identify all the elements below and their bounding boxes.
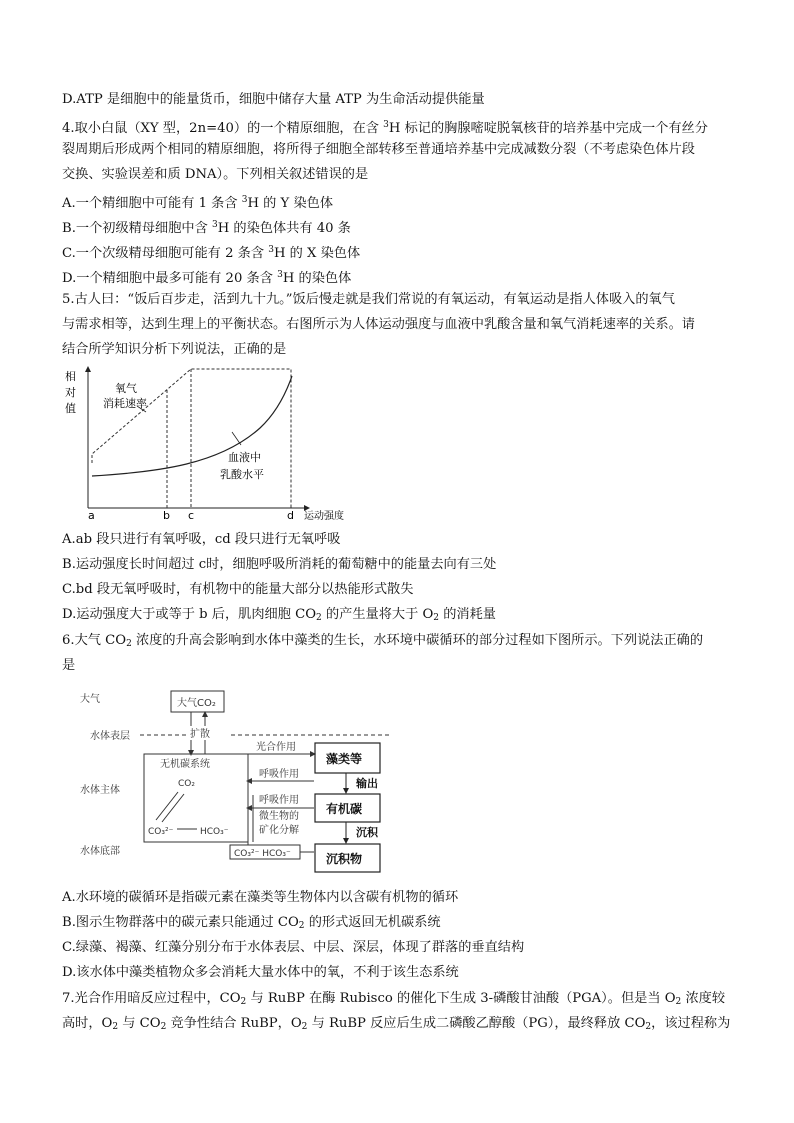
algae-organic-icon bbox=[343, 788, 349, 794]
q5-stem-line-1: 5.古人曰：“饭后百步走，活到九十九。”饭后慢走就是我们常说的有氧运动，有氧运动是指人体吸入的氧气 bbox=[62, 292, 675, 307]
q7-stem-line-1: 7.光合作用暗反应过程中，$CO_2$ 与 RuBP 在酶 Rubisco 的催化下生成 3-磷酸甘油酸（PGA）。但是当 $O_2$ 浓度较 bbox=[62, 991, 726, 1007]
inorganic-label: 无机碳系统 bbox=[160, 759, 210, 770]
respiration-1-label: 呼吸作用 bbox=[259, 769, 299, 780]
atmosphere-label: 大气 bbox=[80, 694, 100, 705]
tick-a: a bbox=[88, 509, 95, 521]
y-label-3: 值 bbox=[65, 402, 76, 415]
diffusion-label: 扩散 bbox=[190, 729, 210, 740]
sediment-label: 沉积物 bbox=[326, 852, 363, 866]
q6-option-a: A.水环境的碳循环是指碳元素在藻类等生物体内以含碳有机物的循环 bbox=[62, 890, 459, 905]
q5-exercise-graph bbox=[60, 366, 360, 521]
microbe-label-1: 微生物的 bbox=[259, 811, 299, 822]
organic-sediment-icon bbox=[343, 838, 349, 844]
q4-stem-line-3: 交换、实验误差和质 DNA）。下列相关叙述错误的是 bbox=[62, 167, 369, 182]
photosynthesis-label: 光合作用 bbox=[256, 742, 296, 753]
q4-stem-line-1: 4.取小白鼠（XY 型，2n=40）的一个精原细胞，在含 $^3$H 标记的胸腺嘧啶脱氧核苷的培养基中完成一个有丝分 bbox=[62, 120, 708, 136]
hco3-label: HCO₃⁻ bbox=[200, 827, 229, 837]
q4-stem-line-2: 裂周期后形成两个相同的精原细胞，将所得子细胞全部转移至普通培养基中完成减数分裂（不考虑染色体片段 bbox=[62, 142, 695, 157]
q6-stem-line-1: 6.大气 $CO_2$ 浓度的升高会影响到水体中藻类的生长，水环境中碳循环的部分过程如下图所示。下列说法正确的 bbox=[62, 633, 704, 649]
microbe-label-2: 矿化分解 bbox=[259, 825, 299, 836]
q5-option-c: C.bd 段无氧呼吸时，有机物中的能量大部分以热能形式散失 bbox=[62, 582, 414, 597]
tick-d: d bbox=[287, 509, 294, 521]
water-body-label: 水体主体 bbox=[80, 785, 120, 796]
q5-stem-line-3: 结合所学知识分析下列说法，正确的是 bbox=[62, 342, 287, 357]
atmosphere-co2-label: 大气CO₂ bbox=[177, 698, 216, 709]
q4-option-d: D.一个精细胞中最多可能有 20 条含 $^3$H 的染色体 bbox=[62, 270, 352, 286]
x-label: 运动强度 bbox=[304, 511, 344, 521]
y-label-2: 对 bbox=[65, 386, 76, 399]
tick-b: b bbox=[163, 509, 170, 521]
organic-label: 有机碳 bbox=[326, 802, 363, 816]
diffusion-down-icon bbox=[188, 750, 194, 756]
resp2-arrow-icon bbox=[246, 805, 252, 811]
respiration-2-label: 呼吸作用 bbox=[259, 795, 299, 806]
oxygen-label-2: 消耗速率 bbox=[103, 397, 147, 410]
q6-stem-line-2: 是 bbox=[62, 658, 76, 673]
co3-label: CO₃²⁻ bbox=[148, 827, 174, 837]
y-label-1: 相 bbox=[65, 370, 76, 383]
q5-stem-line-2: 与需求相等，达到生理上的平衡状态。右图所示为人体运动强度与血液中乳酸含量和氧气消耗速率的关系。请 bbox=[62, 317, 695, 332]
resp1-arrow-icon bbox=[246, 778, 252, 784]
water-bottom-label: 水体底部 bbox=[80, 846, 120, 857]
q6-option-b: B.图示生物群落中的碳元素只能通过 $CO_2$ 的形式返回无机碳系统 bbox=[62, 915, 441, 931]
q4-option-a: A.一个精细胞中可能有 1 条含 $^3$H 的 Y 染色体 bbox=[62, 195, 334, 211]
oxygen-label-1: 氧气 bbox=[115, 382, 137, 395]
tick-c: c bbox=[188, 509, 195, 521]
lactate-label-2: 乳酸水平 bbox=[220, 468, 264, 481]
q7-stem-line-2: 高时，$O_2$ 与 $CO_2$ 竞争性结合 RuBP，$O_2$ 与 RuBP 反应后生成二磷酸乙醇酸（PG），最终释放 $CO_2$，该过程称为 bbox=[62, 1016, 731, 1032]
y-axis-arrow-icon bbox=[85, 366, 91, 372]
q4-option-b: B.一个初级精母细胞中含 $^3$H 的染色体共有 40 条 bbox=[62, 220, 351, 236]
water-surface-label: 水体表层 bbox=[90, 731, 130, 742]
q4-option-c: C.一个次级精母细胞可能有 2 条含 $^3$H 的 X 染色体 bbox=[62, 245, 361, 261]
q6-option-c: C.绿藻、褐藻、红藻分别分布于水体表层、中层、深层，体现了群落的垂直结构 bbox=[62, 940, 525, 955]
q6-option-d: D.该水体中藻类植物众多会消耗大量水体中的氧，不利于该生态系统 bbox=[62, 965, 459, 980]
output-label: 输出 bbox=[356, 777, 378, 790]
q3-option-d: D.ATP 是细胞中的能量货币，细胞中储存大量 ATP 为生命活动提供能量 bbox=[62, 92, 485, 107]
co2-top-label: CO₂ bbox=[178, 779, 195, 789]
lactate-pointer bbox=[232, 432, 241, 445]
q5-option-b: B.运动强度长时间超过 c时，细胞呼吸所消耗的葡萄糖中的能量去向有三处 bbox=[62, 557, 497, 572]
q6-carbon-cycle-diagram bbox=[78, 688, 398, 880]
deposit-label: 沉积 bbox=[356, 826, 378, 839]
q5-option-d: D.运动强度大于或等于 b 后，肌肉细胞 $CO_2$ 的产生量将大于 $O_2$ 的消耗量 bbox=[62, 607, 496, 623]
lactate-label-1: 血液中 bbox=[228, 451, 261, 464]
bottom-pair-label: CO₃²⁻ HCO₃⁻ bbox=[234, 849, 291, 859]
algae-label: 藻类等 bbox=[326, 752, 363, 766]
q5-option-a: A.ab 段只进行有氧呼吸，cd 段只进行无氧呼吸 bbox=[62, 532, 341, 547]
